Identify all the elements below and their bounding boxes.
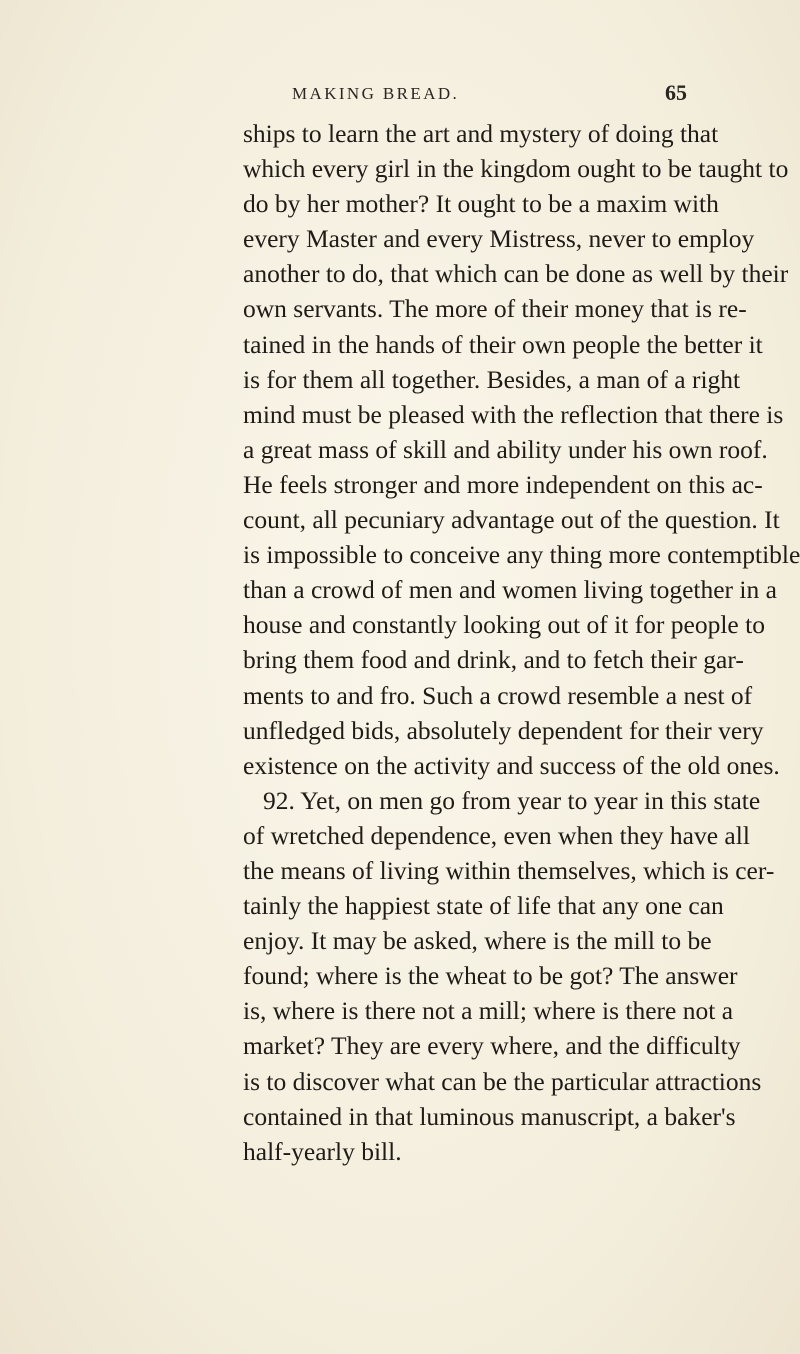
text-line: market? They are every where, and the difficulty <box>243 1031 741 1061</box>
text-line: a great mass of skill and ability under his own roof. <box>243 434 768 464</box>
text-line: own servants. The more of their money that is re- <box>243 294 747 324</box>
text-line: of wretched dependence, even when they have all <box>243 820 750 850</box>
text-line: unfledged bids, absolutely dependent for their very <box>243 715 764 745</box>
page-number: 65 <box>665 80 687 105</box>
text-line: house and constantly looking out of it for people to <box>243 610 765 640</box>
text-line: every Master and every Mistress, never to employ <box>243 224 755 254</box>
text-line: mind must be pleased with the reflection that there is <box>243 399 784 429</box>
text-line: existence on the activity and success of the old ones. <box>243 750 780 780</box>
text-line: which every girl in the kingdom ought to be taught to <box>243 154 789 184</box>
text-line: found; where is the wheat to be got? The answer <box>243 961 738 991</box>
text-line: is for them all together. Besides, a man of a right <box>243 364 741 394</box>
body-text <box>243 116 800 1169</box>
text-line: ships to learn the art and mystery of doing that <box>243 119 719 148</box>
text-line: is to discover what can be the particular attractions <box>243 1066 762 1096</box>
text-line: He feels stronger and more independent on this ac- <box>243 469 763 499</box>
running-head: MAKING BREAD. <box>292 84 460 103</box>
text-line: half-yearly bill. <box>243 1136 402 1166</box>
text-line: count, all pecuniary advantage out of the question. It <box>243 505 780 535</box>
text-line: do by her mother? It ought to be a maxim with <box>243 189 719 219</box>
text-line: than a crowd of men and women living together in a <box>243 575 777 605</box>
text-line: is impossible to conceive any thing more contemptible <box>243 540 800 570</box>
text-line: another to do, that which can be done as well by their <box>243 259 789 289</box>
text-line: the means of living within themselves, which is cer- <box>243 855 775 885</box>
paragraph-start-line: 92. Yet, on men go from year to year in this state <box>263 785 761 815</box>
text-line: is, where is there not a mill; where is there not a <box>243 996 734 1026</box>
text-line: enjoy. It may be asked, where is the mill to be <box>243 926 712 956</box>
page-header <box>292 80 687 114</box>
text-line: tainly the happiest state of life that any one can <box>243 891 724 921</box>
text-line: contained in that luminous manuscript, a baker's <box>243 1101 736 1131</box>
text-line: bring them food and drink, and to fetch their gar- <box>243 645 744 675</box>
text-line: ments to and fro. Such a crowd resemble a nest of <box>243 680 753 710</box>
text-line: tained in the hands of their own people the better it <box>243 329 763 359</box>
